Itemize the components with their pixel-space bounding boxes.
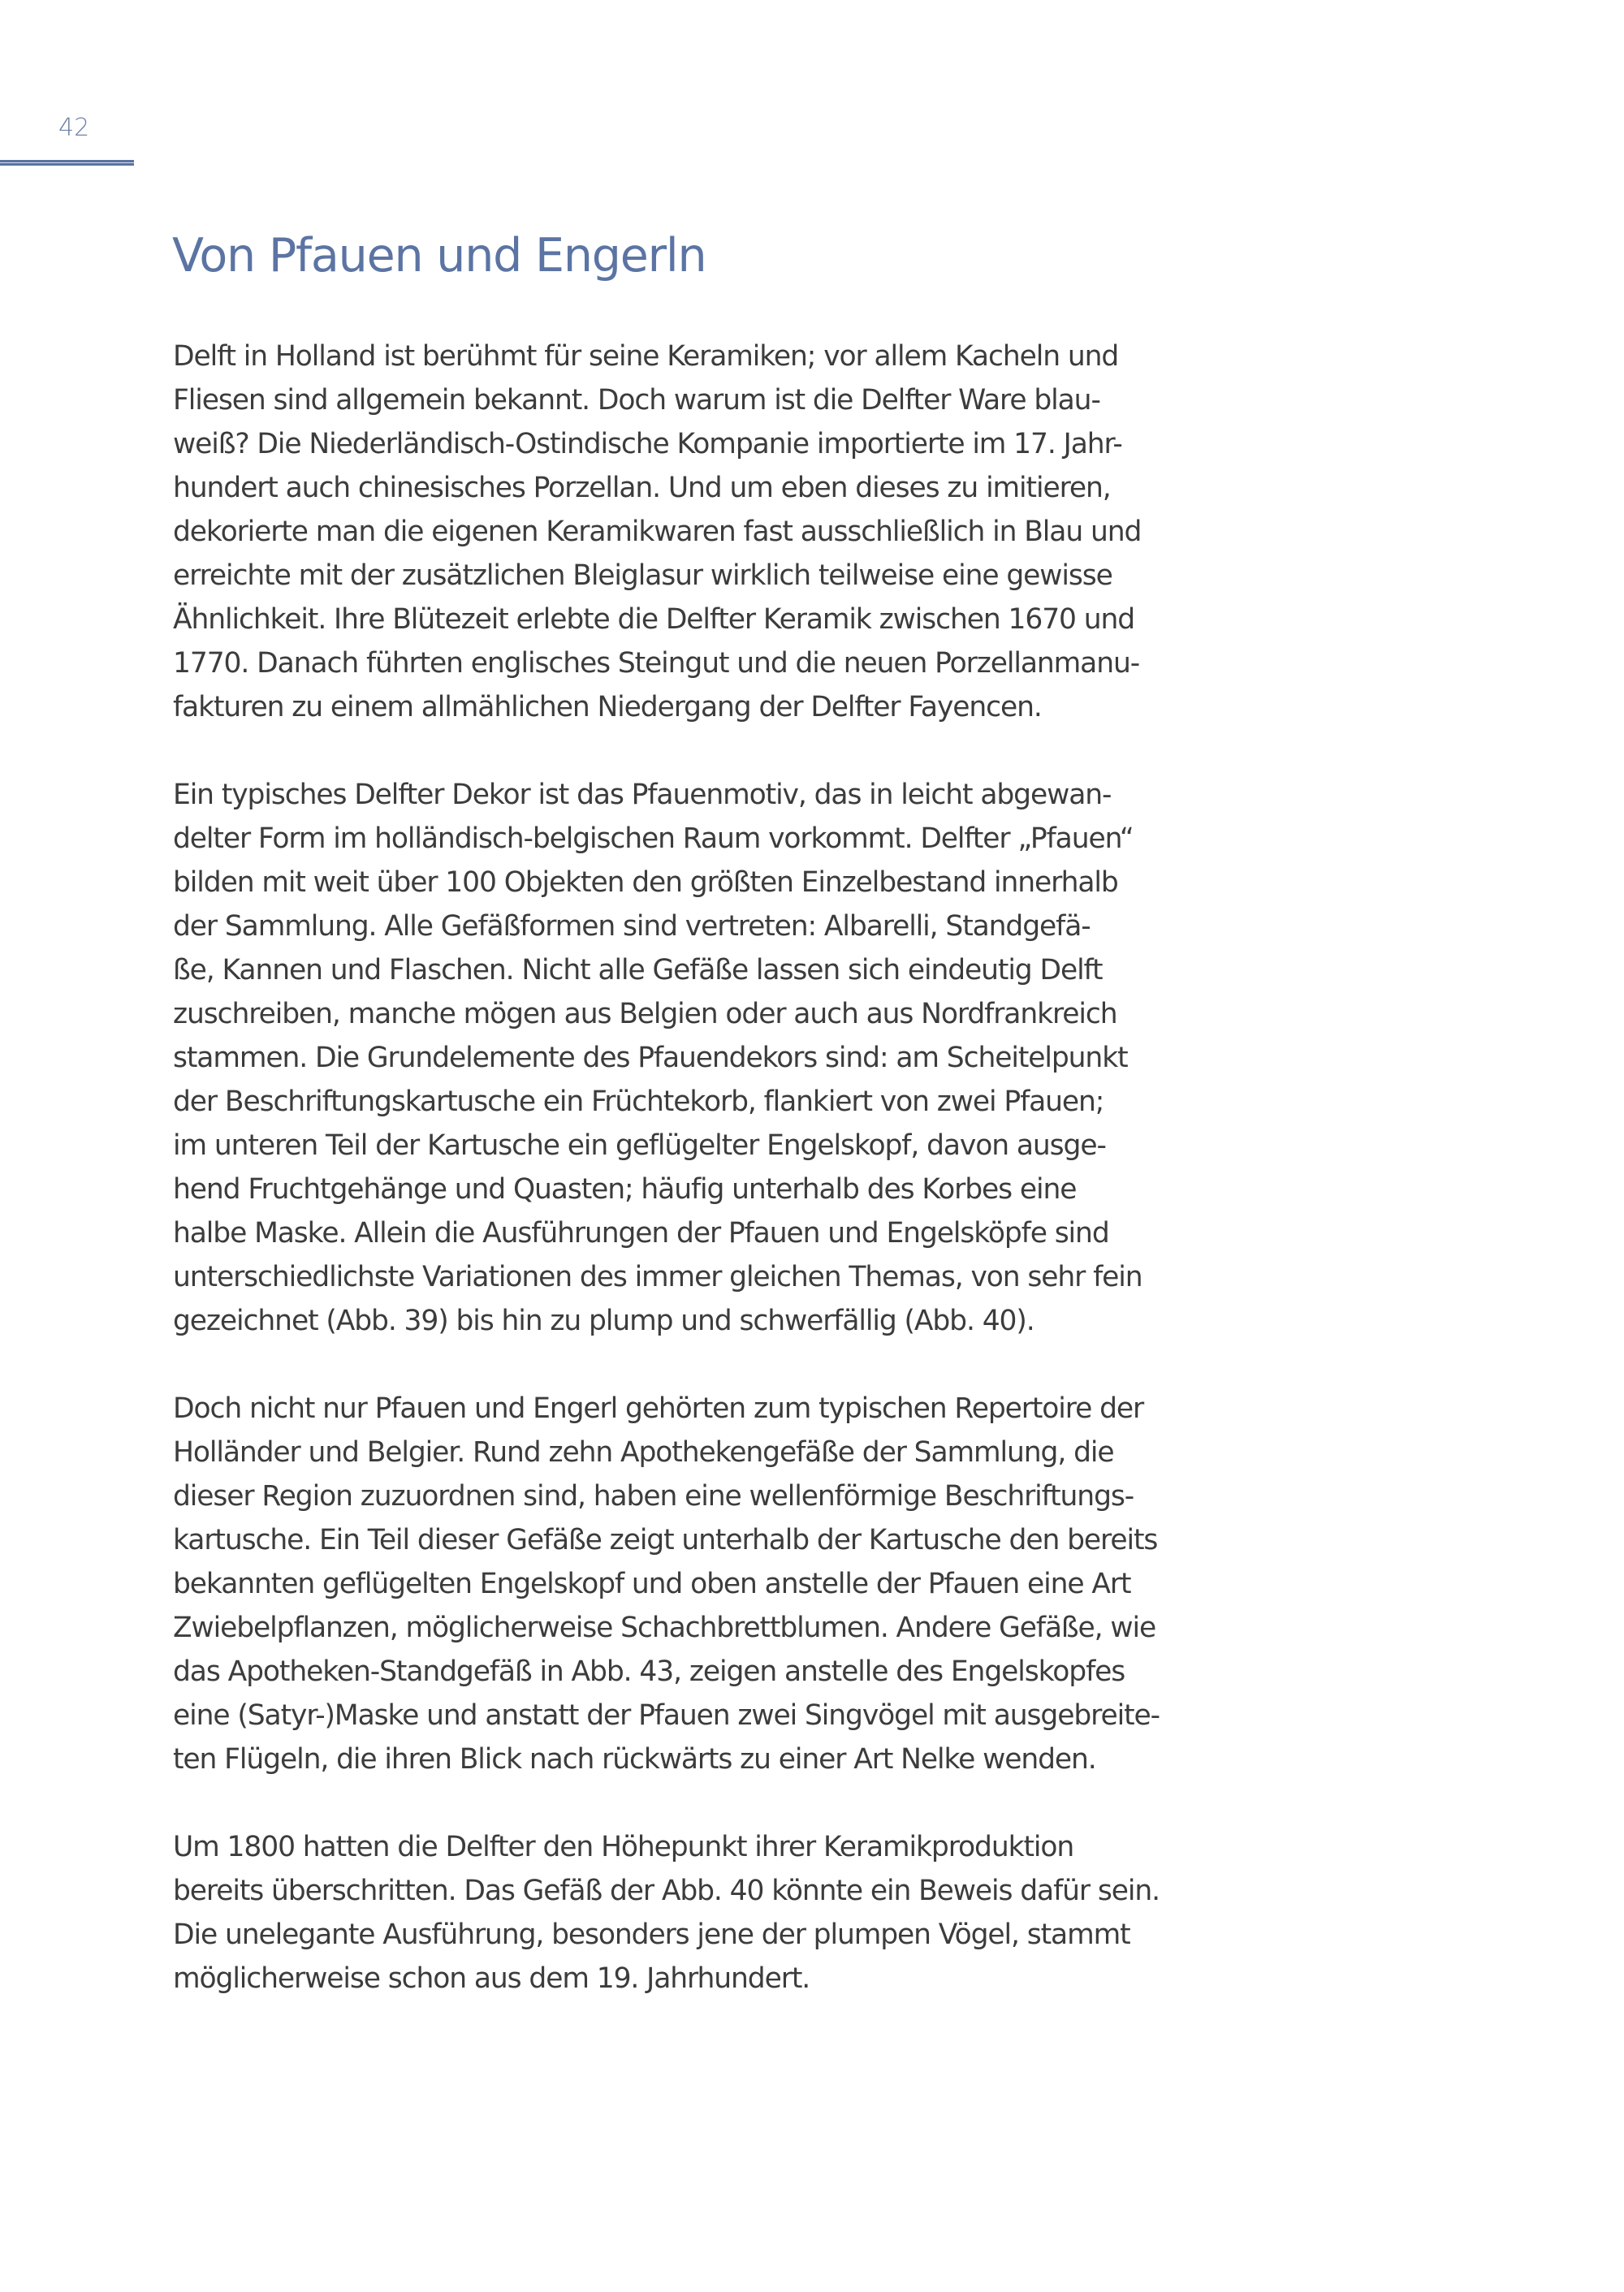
text-line: der Sammlung. Alle Gefäßformen sind vertreten: Albarelli, Standgefä- xyxy=(173,910,1091,943)
text-line: 1770. Danach führten englisches Steingut und die neuen Porzellanmanu- xyxy=(173,647,1140,680)
text-line: stammen. Die Grundelemente des Pfauendekors sind: am Scheitelpunkt xyxy=(173,1042,1128,1074)
text-line: Holländer und Belgier. Rund zehn Apothekengefäße der Sammlung, die xyxy=(173,1436,1114,1469)
paragraph xyxy=(173,1825,1310,2001)
text-line: hundert auch chinesisches Porzellan. Und um eben dieses zu imitieren, xyxy=(173,472,1111,504)
text-line: hend Fruchtgehänge und Quasten; häufig unterhalb des Korbes eine xyxy=(173,1173,1077,1206)
text-line: Delft in Holland ist berühmt für seine Keramiken; vor allem Kacheln und xyxy=(173,340,1119,373)
text-line: Ähnlichkeit. Ihre Blütezeit erlebte die Delfter Keramik zwischen 1670 und xyxy=(173,603,1135,636)
text-line: dieser Region zuzuordnen sind, haben eine wellenförmige Beschriftungs- xyxy=(173,1480,1134,1513)
header-rule xyxy=(0,160,134,166)
text-line: Zwiebelpflanzen, möglicherweise Schachbrettblumen. Andere Gefäße, wie xyxy=(173,1612,1156,1644)
text-line: möglicherweise schon aus dem 19. Jahrhundert. xyxy=(173,1962,810,1995)
page-number: 42 xyxy=(58,114,90,142)
text-line: dekorierte man die eigenen Keramikwaren fast ausschließlich in Blau und xyxy=(173,516,1142,548)
text-line: Doch nicht nur Pfauen und Engerl gehörten zum typischen Repertoire der xyxy=(173,1392,1144,1425)
text-line: unterschiedlichste Variationen des immer gleichen Themas, von sehr fein xyxy=(173,1261,1142,1293)
text-line: gezeichnet (Abb. 39) bis hin zu plump und schwerfällig (Abb. 40). xyxy=(173,1305,1034,1337)
paragraph xyxy=(173,335,1310,729)
paragraph xyxy=(173,773,1310,1343)
text-line: bereits überschritten. Das Gefäß der Abb. 40 könnte ein Beweis dafür sein. xyxy=(173,1875,1160,1907)
text-line: kartusche. Ein Teil dieser Gefäße zeigt unterhalb der Kartusche den bereits xyxy=(173,1524,1158,1556)
text-line: Die unelegante Ausführung, besonders jene der plumpen Vögel, stammt xyxy=(173,1919,1130,1951)
text-line: bilden mit weit über 100 Objekten den größten Einzelbestand innerhalb xyxy=(173,866,1118,899)
text-line: das Apotheken-Standgefäß in Abb. 43, zeigen anstelle des Engelskopfes xyxy=(173,1655,1125,1688)
text-line: weiß? Die Niederländisch-Ostindische Kompanie importierte im 17. Jahr- xyxy=(173,428,1122,460)
text-line: fakturen zu einem allmählichen Niedergang der Delfter Fayencen. xyxy=(173,691,1042,723)
text-line: delter Form im holländisch-belgischen Raum vorkommt. Delfter „Pfauen“ xyxy=(173,822,1134,855)
text-line: Fliesen sind allgemein bekannt. Doch warum ist die Delfter Ware blau- xyxy=(173,384,1100,417)
text-line: Ein typisches Delfter Dekor ist das Pfauenmotiv, das in leicht abgewan- xyxy=(173,779,1112,811)
text-line: im unteren Teil der Kartusche ein geflügelter Engelskopf, davon ausge- xyxy=(173,1129,1106,1162)
body-text xyxy=(173,335,1310,2044)
text-line: ße, Kannen und Flaschen. Nicht alle Gefäße lassen sich eindeutig Delft xyxy=(173,954,1103,986)
paragraph xyxy=(173,1387,1310,1781)
text-line: Um 1800 hatten die Delfter den Höhepunkt ihrer Keramikproduktion xyxy=(173,1831,1074,1863)
text-line: bekannten geflügelten Engelskopf und oben anstelle der Pfauen eine Art xyxy=(173,1568,1131,1600)
text-line: halbe Maske. Allein die Ausführungen der Pfauen und Engelsköpfe sind xyxy=(173,1217,1109,1250)
page-title: Von Pfauen und Engerln xyxy=(172,229,706,283)
text-line: erreichte mit der zusätzlichen Bleiglasur wirklich teilweise eine gewisse xyxy=(173,559,1112,592)
text-line: der Beschriftungskartusche ein Früchtekorb, flankiert von zwei Pfauen; xyxy=(173,1086,1104,1118)
text-line: ten Flügeln, die ihren Blick nach rückwärts zu einer Art Nelke wenden. xyxy=(173,1743,1096,1776)
text-line: zuschreiben, manche mögen aus Belgien oder auch aus Nordfrankreich xyxy=(173,998,1117,1030)
text-line: eine (Satyr-)Maske und anstatt der Pfauen zwei Singvögel mit ausgebreite- xyxy=(173,1699,1160,1732)
